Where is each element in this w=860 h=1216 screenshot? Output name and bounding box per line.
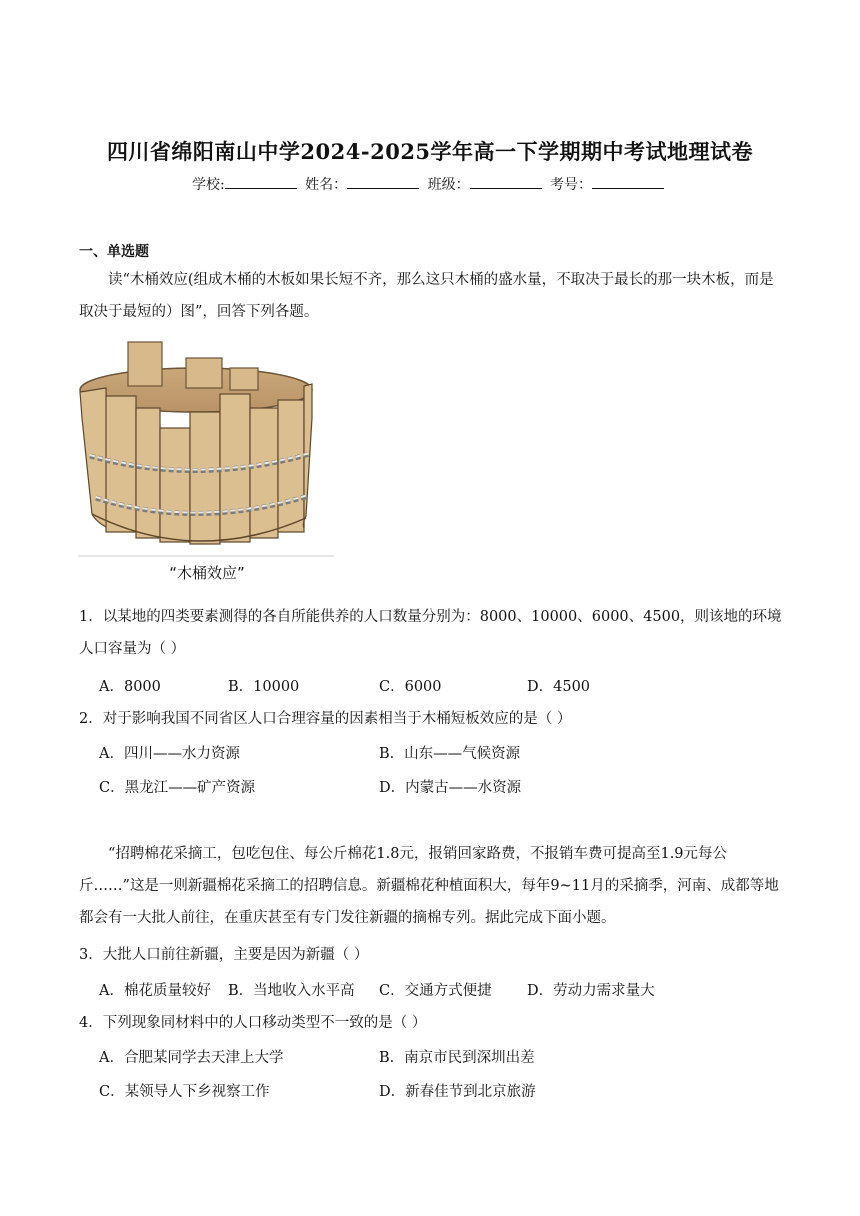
name-label: 姓名：: [305, 177, 348, 193]
section-heading: 一、单选题: [79, 244, 149, 260]
exam-no-label: 考号：: [550, 177, 593, 193]
q4-option-b[interactable]: B．南京市民到深圳出差: [379, 1050, 535, 1066]
q3-option-c[interactable]: C．交通方式便捷: [379, 983, 492, 999]
wooden-barrel-illustration: [78, 338, 336, 558]
school-label: 学校:: [191, 177, 225, 193]
question-2-options-row1: [99, 742, 789, 766]
question-2-stem: 2．对于影响我国不同省区人口合理容量的因素相当于木桶短板效应的是（ ）: [79, 711, 572, 727]
q3-option-b[interactable]: B．当地收入水平高: [228, 983, 355, 999]
q1-option-a[interactable]: A．8000: [99, 679, 161, 695]
question-2-options-row2: [99, 776, 789, 800]
class-label: 班级：: [427, 177, 470, 193]
question-4-options-row2: [99, 1080, 789, 1104]
q3-option-a[interactable]: A．棉花质量较好: [99, 983, 211, 999]
figure-caption: “木桶效应”: [169, 564, 245, 582]
q4-option-d[interactable]: D．新春佳节到北京旅游: [379, 1084, 536, 1100]
school-blank: [225, 174, 297, 189]
page-title: 四川省绵阳南山中学2024-2025学年高一下学期期中考试地理试卷: [106, 139, 754, 164]
q3-option-d[interactable]: D．劳动力需求量大: [527, 983, 655, 999]
question-1-stem: 1．以某地的四类要素测得的各自所能供养的人口数量分别为：8000、10000、6000、4500，则该地的环境人口容量为（ ）: [79, 609, 782, 657]
q4-option-c[interactable]: C．某领导人下乡视察工作: [99, 1084, 270, 1100]
q1-option-d[interactable]: D．4500: [527, 679, 591, 695]
q2-option-c[interactable]: C．黑龙江——矿产资源: [99, 780, 256, 796]
question-4-stem: 4．下列现象同材料中的人口移动类型不一致的是（ ）: [79, 1015, 427, 1031]
question-3-options: [99, 979, 789, 1003]
q2-option-a[interactable]: A．四川——水力资源: [99, 746, 240, 762]
q1-option-c[interactable]: C．6000: [379, 679, 442, 695]
exam-no-blank: [592, 174, 664, 189]
material-2: “招聘棉花采摘工，包吃包住、每公斤棉花1.8元，报销回家路费，不报销车费可提高至1.9元每公斤……”这是一则新疆棉花采摘工的招聘信息。新疆棉花种植面积大，每年9~11月的采摘季，河南、成都等地都会有一大批人前往，在重庆甚至有专门发往新疆的摘棉专列。据此完成下面小题。: [79, 846, 779, 926]
q4-option-a[interactable]: A．合肥某同学去天津上大学: [99, 1050, 284, 1066]
question-1-options: [99, 675, 789, 699]
q1-option-b[interactable]: B．10000: [228, 679, 300, 695]
class-blank: [470, 174, 542, 189]
q2-option-d[interactable]: D．内蒙古——水资源: [379, 780, 522, 796]
question-3-stem: 3．大批人口前往新疆，主要是因为新疆（ ）: [79, 947, 369, 963]
barrel-figure: [78, 338, 336, 588]
material-1: 读“木桶效应(组成木桶的木板如果长短不齐，那么这只木桶的盛水量，不取决于最长的那一块木板，而是取决于最短的）图”，回答下列各题。: [79, 272, 774, 320]
question-4-options-row1: [99, 1046, 789, 1070]
q2-option-b[interactable]: B．山东——气候资源: [379, 746, 521, 762]
name-blank: [347, 174, 419, 189]
student-info-line: [0, 174, 860, 194]
